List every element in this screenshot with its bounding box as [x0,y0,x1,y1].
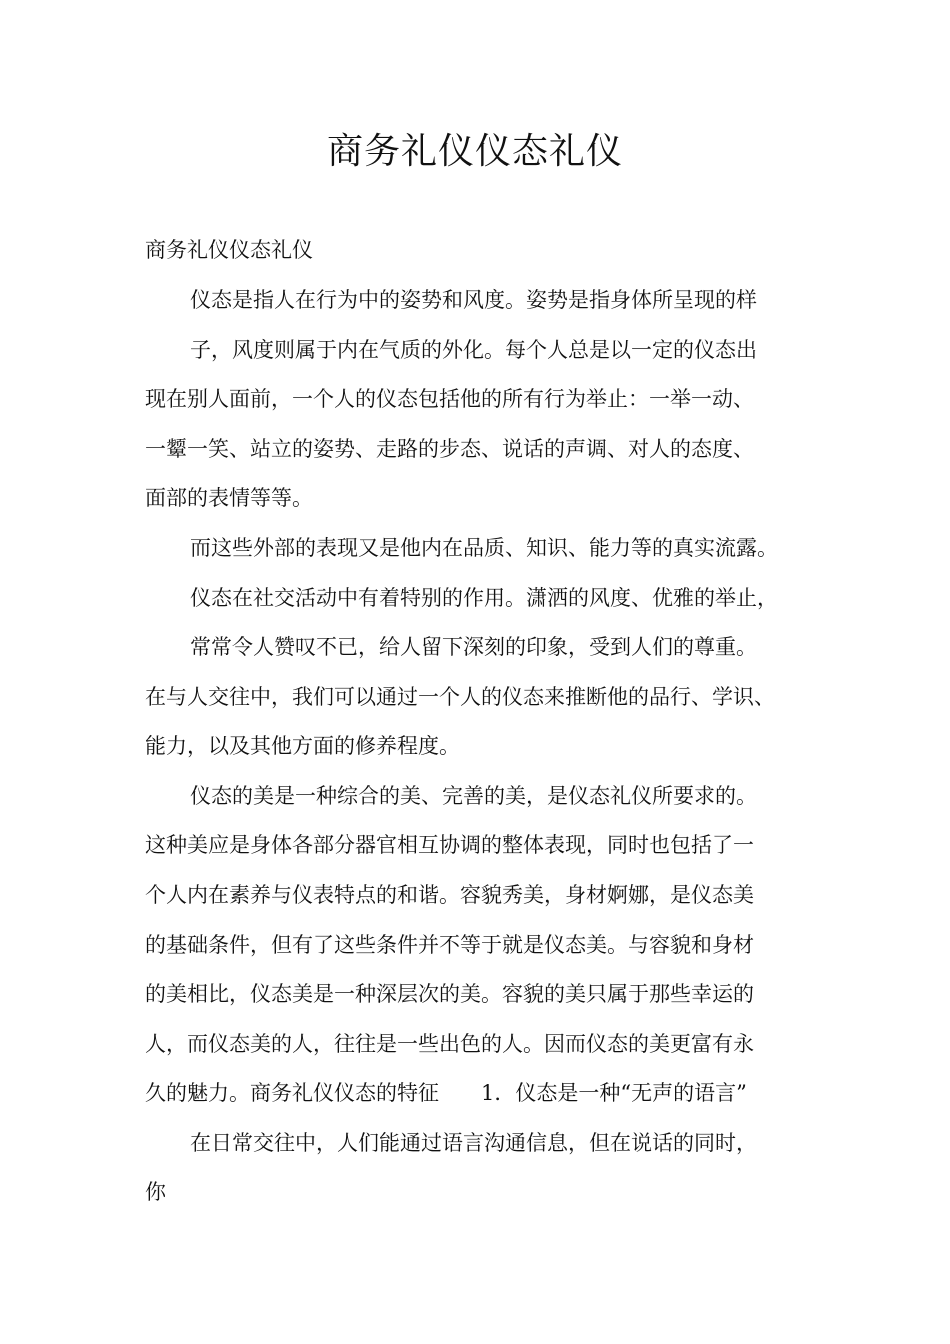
paragraph-line: 一颦一笑、站立的姿势、走路的步态、说话的声调、对人的态度、 [145,437,754,461]
paragraph-line: 在与人交往中，我们可以通过一个人的仪态来推断他的品行、学识、 [145,685,775,709]
paragraph-line: 人，而仪态美的人，往往是一些出色的人。因而仪态的美更富有永 [145,1032,754,1056]
paragraph-line: 现在别人面前，一个人的仪态包括他的所有行为举止：一举一动、 [145,387,754,411]
paragraph-line: 仪态在社交活动中有着特别的作用。潇洒的风度、优雅的举止， [190,586,778,610]
paragraph-line: 而这些外部的表现又是他内在品质、知识、能力等的真实流露。 [190,536,778,560]
paragraph-line: 久的魅力。商务礼仪仪态的特征 1．仪态是一种“无声的语言” [145,1081,747,1105]
paragraph-line: 能力，以及其他方面的修养程度。 [145,734,460,758]
paragraph-line: 子，风度则属于内在气质的外化。每个人总是以一定的仪态出 [190,338,757,362]
paragraph-line: 这种美应是身体各部分器官相互协调的整体表现，同时也包括了一 [145,833,754,857]
paragraph-line: 你 [145,1180,166,1204]
paragraph-line: 面部的表情等等。 [145,486,313,510]
paragraph-line: 仪态的美是一种综合的美、完善的美，是仪态礼仪所要求的。 [190,784,757,808]
paragraph-line: 个人内在素养与仪表特点的和谐。容貌秀美，身材婀娜，是仪态美 [145,883,754,907]
paragraph-line: 的美相比，仪态美是一种深层次的美。容貌的美只属于那些幸运的 [145,982,754,1006]
paragraph-line: 常常令人赞叹不已，给人留下深刻的印象，受到人们的尊重。 [190,635,757,659]
paragraph-line: 在日常交往中，人们能通过语言沟通信息，但在说话的同时， [190,1131,757,1155]
subtitle-line: 商务礼仪仪态礼仪 [145,238,313,262]
paragraph-line: 的基础条件，但有了这些条件并不等于就是仪态美。与容貌和身材 [145,933,754,957]
paragraph-line: 仪态是指人在行为中的姿势和风度。姿势是指身体所呈现的样 [190,288,757,312]
document-title: 商务礼仪仪态礼仪 [326,131,623,172]
